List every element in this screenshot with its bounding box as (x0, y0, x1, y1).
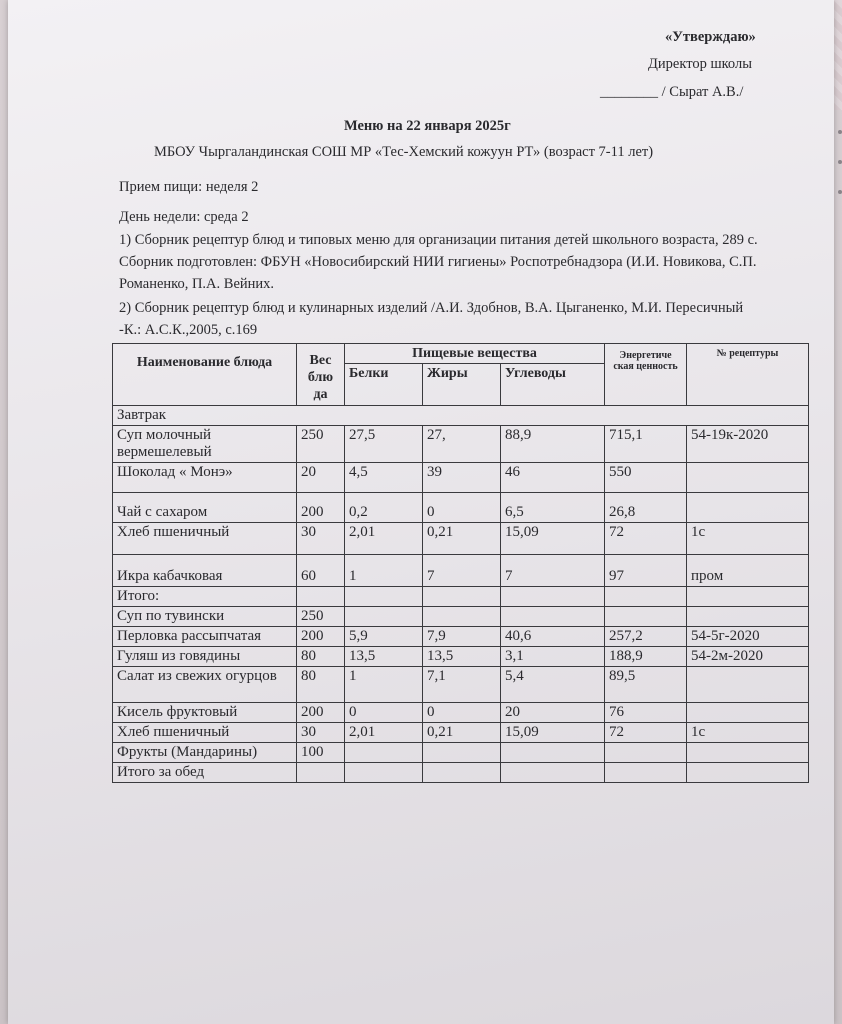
dish-protein: 1 (345, 667, 423, 703)
total-cell (501, 587, 605, 607)
dish-name: Фрукты (Мандарины) (113, 743, 297, 763)
dish-protein: 2,01 (345, 723, 423, 743)
total-cell (687, 587, 809, 607)
total-cell (423, 587, 501, 607)
col-header-weight: Вес блю да (297, 344, 345, 406)
dish-fat (423, 607, 501, 627)
dish-weight: 80 (297, 647, 345, 667)
dish-weight: 80 (297, 667, 345, 703)
total-cell (297, 763, 345, 783)
table-header-row (113, 344, 809, 364)
dish-protein (345, 743, 423, 763)
dish-weight: 30 (297, 523, 345, 555)
menu-title: Меню на 22 января 2025г (344, 118, 511, 134)
dish-energy: 72 (605, 723, 687, 743)
dish-energy: 97 (605, 555, 687, 587)
table-row (113, 743, 809, 763)
table-row (113, 647, 809, 667)
total-cell (605, 587, 687, 607)
section-breakfast-row (113, 406, 809, 426)
table-row (113, 703, 809, 723)
dish-protein: 0 (345, 703, 423, 723)
dish-name: Хлеб пшеничный (113, 523, 297, 555)
table-row (113, 463, 809, 493)
dish-protein: 5,9 (345, 627, 423, 647)
col-header-name: Наименование блюда (113, 344, 297, 406)
weekday: День недели: среда 2 (119, 209, 249, 225)
source-1: 1) Сборник рецептур блюд и типовых меню для организации питания детей школьного возраста, 289 с. Сборник подготовлен: ФБУН «Новосибирский НИИ гигиены» Роспотребнадзора (И.И. Новикова, С.П. Романенко, П.А. Вейних. (119, 232, 758, 292)
dish-fat: 0,21 (423, 523, 501, 555)
approval-signature: ________ / Сырат А.В./ (600, 84, 744, 100)
dish-name: Шоколад « Монэ» (113, 463, 297, 493)
total-cell (423, 763, 501, 783)
dish-recipe: пром (687, 555, 809, 587)
dish-fat: 39 (423, 463, 501, 493)
dish-carbs: 40,6 (501, 627, 605, 647)
dish-name: Салат из свежих огурцов (113, 667, 297, 703)
punch-hole (838, 130, 842, 134)
dish-energy: 26,8 (605, 493, 687, 523)
source-2: 2) Сборник рецептур блюд и кулинарных изделий /А.И. Здобнов, В.А. Цыганенко, М.И. Пересичный -К.: А.С.К.,2005, с.169 (119, 300, 744, 338)
punch-hole (838, 190, 842, 194)
col-header-nutrients: Пищевые вещества (345, 344, 605, 364)
section-breakfast: Завтрак (113, 406, 809, 426)
dish-carbs (501, 607, 605, 627)
dish-energy: 76 (605, 703, 687, 723)
dish-carbs: 7 (501, 555, 605, 587)
table-row (113, 493, 809, 523)
dish-carbs: 46 (501, 463, 605, 493)
dish-energy (605, 743, 687, 763)
dish-fat: 27, (423, 426, 501, 463)
col-header-recipe: № рецептуры (687, 344, 809, 406)
dish-protein (345, 607, 423, 627)
total-cell (345, 587, 423, 607)
dish-recipe (687, 493, 809, 523)
dish-carbs: 3,1 (501, 647, 605, 667)
dish-weight: 250 (297, 426, 345, 463)
total-cell (501, 763, 605, 783)
dish-recipe: 1с (687, 523, 809, 555)
dish-name: Гуляш из говядины (113, 647, 297, 667)
dish-recipe: 54-19к-2020 (687, 426, 809, 463)
total-cell (605, 763, 687, 783)
total-cell (345, 763, 423, 783)
table-row (113, 627, 809, 647)
dish-energy: 715,1 (605, 426, 687, 463)
punch-hole (838, 160, 842, 164)
dish-protein: 1 (345, 555, 423, 587)
dish-recipe (687, 607, 809, 627)
approval-position: Директор школы (648, 56, 752, 72)
table-row (113, 723, 809, 743)
meal-week: Прием пищи: неделя 2 (119, 179, 259, 195)
dish-recipe (687, 703, 809, 723)
col-header-carbs: Углеводы (501, 364, 605, 406)
dish-fat: 0 (423, 493, 501, 523)
dish-weight: 200 (297, 703, 345, 723)
dish-recipe (687, 743, 809, 763)
dish-protein: 13,5 (345, 647, 423, 667)
dish-name: Перловка рассыпчатая (113, 627, 297, 647)
dish-fat: 7 (423, 555, 501, 587)
dish-recipe: 54-5г-2020 (687, 627, 809, 647)
dish-name: Суп молочный вермешелевый (113, 426, 297, 463)
dish-energy: 550 (605, 463, 687, 493)
dish-recipe (687, 463, 809, 493)
col-header-energy: Энергетиче ская ценность (605, 344, 687, 406)
dish-weight: 200 (297, 627, 345, 647)
total-cell (297, 587, 345, 607)
dish-carbs: 5,4 (501, 667, 605, 703)
dish-protein: 0,2 (345, 493, 423, 523)
dish-carbs: 15,09 (501, 523, 605, 555)
dish-name: Хлеб пшеничный (113, 723, 297, 743)
dish-energy: 188,9 (605, 647, 687, 667)
dish-recipe (687, 667, 809, 703)
table-row (113, 667, 809, 703)
dish-weight: 100 (297, 743, 345, 763)
dish-fat (423, 743, 501, 763)
approval-title: «Утверждаю» (665, 29, 756, 45)
dish-carbs: 6,5 (501, 493, 605, 523)
dish-carbs: 15,09 (501, 723, 605, 743)
lunch-total-row (113, 763, 809, 783)
dish-name: Суп по тувински (113, 607, 297, 627)
menu-table (112, 343, 809, 783)
dish-energy: 72 (605, 523, 687, 555)
table-row (113, 607, 809, 627)
dish-fat: 0 (423, 703, 501, 723)
col-header-protein: Белки (345, 364, 423, 406)
dish-energy: 257,2 (605, 627, 687, 647)
dish-weight: 60 (297, 555, 345, 587)
dish-weight: 20 (297, 463, 345, 493)
dish-recipe: 1с (687, 723, 809, 743)
total-label: Итого: (113, 587, 297, 607)
lunch-total-label: Итого за обед (113, 763, 297, 783)
dish-fat: 13,5 (423, 647, 501, 667)
dish-weight: 250 (297, 607, 345, 627)
dish-fat: 7,9 (423, 627, 501, 647)
dish-protein: 27,5 (345, 426, 423, 463)
dish-energy: 89,5 (605, 667, 687, 703)
dish-name: Чай с сахаром (113, 493, 297, 523)
school-name: МБОУ Чыргаландинская СОШ МР «Тес-Хемский кожуун РТ» (возраст 7-11 лет) (154, 144, 654, 160)
table-row (113, 555, 809, 587)
table-row (113, 523, 809, 555)
dish-fat: 7,1 (423, 667, 501, 703)
dish-fat: 0,21 (423, 723, 501, 743)
dish-protein: 2,01 (345, 523, 423, 555)
dish-weight: 200 (297, 493, 345, 523)
dish-carbs: 20 (501, 703, 605, 723)
total-cell (687, 763, 809, 783)
dish-name: Кисель фруктовый (113, 703, 297, 723)
dish-carbs (501, 743, 605, 763)
dish-protein: 4,5 (345, 463, 423, 493)
dish-weight: 30 (297, 723, 345, 743)
total-row (113, 587, 809, 607)
dish-carbs: 88,9 (501, 426, 605, 463)
col-header-fat: Жиры (423, 364, 501, 406)
dish-name: Икра кабачковая (113, 555, 297, 587)
table-row (113, 426, 809, 463)
dish-recipe: 54-2м-2020 (687, 647, 809, 667)
dish-energy (605, 607, 687, 627)
